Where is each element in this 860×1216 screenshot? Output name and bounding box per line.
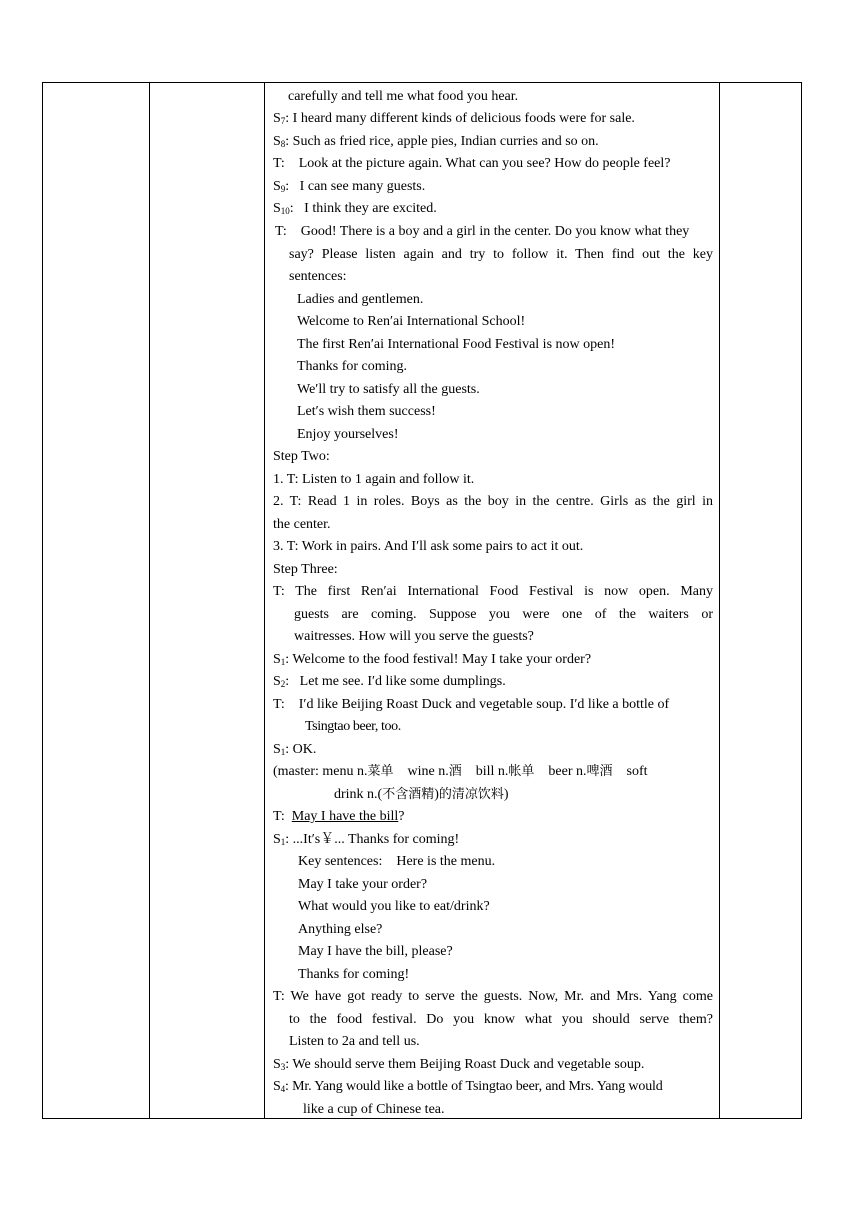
dialogue-line: T: May I have the bill? — [273, 809, 405, 824]
key-sentence: Thanks for coming! — [298, 967, 410, 982]
key-sentence: May I have the bill, please? — [298, 944, 453, 959]
key-sentence: What would you like to eat/drink? — [298, 899, 490, 914]
key-sentence: The first Ren′ai International Food Festival is now open! — [297, 337, 616, 352]
dialogue-line: T: Good! There is a boy and a girl in the center. Do you know what they — [275, 224, 690, 239]
dialogue-line: to the food festival. Do you know what you should serve them? — [289, 1012, 713, 1027]
dialogue-line: $S_9$: I can see many guests. — [273, 179, 426, 194]
dialogue-line: T: The first Ren′ai International Food Festival is now open. Many — [273, 584, 713, 599]
step-heading: Step Two: — [273, 449, 330, 464]
step-heading: Step Three: — [273, 562, 338, 577]
dialogue-line: $S_3$: We should serve them Beijing Roast Duck and vegetable soup. — [273, 1057, 645, 1072]
text-line: carefully and tell me what food you hear. — [288, 89, 519, 104]
column-divider-3 — [719, 83, 720, 1118]
lesson-table — [42, 82, 802, 1119]
dialogue-line: T: Look at the picture again. What can you see? How do people feel? — [273, 156, 671, 171]
dialogue-line: Listen to 2a and tell us. — [289, 1034, 420, 1049]
key-sentence: Welcome to Ren′ai International School! — [297, 314, 526, 329]
dialogue-line: like a cup of Chinese tea. — [303, 1102, 445, 1117]
dialogue-line: $S_1$: ...It′s￥... Thanks for coming! — [273, 832, 460, 847]
dialogue-line: $S_1$: Welcome to the food festival! May I take your order? — [273, 652, 592, 667]
column-divider-2 — [264, 83, 265, 1118]
key-sentence: Ladies and gentlemen. — [297, 292, 424, 307]
key-sentence: Key sentences: Here is the menu. — [298, 854, 496, 869]
dialogue-line: $S_8$: Such as fried rice, apple pies, Indian curries and so on. — [273, 134, 599, 149]
key-sentence: Enjoy yourselves! — [297, 427, 399, 442]
key-sentence: We′ll try to satisfy all the guests. — [297, 382, 480, 397]
dialogue-line: sentences: — [289, 269, 347, 284]
underlined-phrase: May I have the bill — [291, 809, 399, 824]
dialogue-line: waitresses. How will you serve the guests? — [294, 629, 534, 644]
key-sentence: Let′s wish them success! — [297, 404, 436, 419]
vocabulary-line: drink n.(不含酒精)的清凉饮料) — [334, 787, 509, 802]
key-sentence: May I take your order? — [298, 877, 428, 892]
text-line: 2. T: Read 1 in roles. Boys as the boy in the centre. Girls as the girl in — [273, 494, 713, 509]
dialogue-line: $S_1$: OK. — [273, 742, 317, 757]
dialogue-line: $S_2$: Let me see. I′d like some dumplings. — [273, 674, 506, 689]
column-divider-1 — [149, 83, 150, 1118]
key-sentence: Thanks for coming. — [297, 359, 408, 374]
dialogue-line: T: I′d like Beijing Roast Duck and vegetable soup. I′d like a bottle of — [273, 697, 670, 712]
vocabulary-line: (master: menu n.菜单 wine n.酒 bill n.帐单 beer n.啤酒 soft — [273, 764, 648, 779]
text-line: 1. T: Listen to 1 again and follow it. — [273, 472, 475, 487]
dialogue-line: $S_{10}$: I think they are excited. — [273, 201, 437, 216]
dialogue-line: $S_4$: Mr. Yang would like a bottle of Tsingtao beer, and Mrs. Yang would — [273, 1079, 663, 1094]
key-sentence: Anything else? — [298, 922, 383, 937]
dialogue-line: guests are coming. Suppose you were one of the waiters or — [294, 607, 713, 622]
dialogue-line: say? Please listen again and try to follow it. Then find out the key — [289, 247, 713, 262]
dialogue-line: Tsingtao beer, too. — [305, 719, 401, 734]
text-line: 3. T: Work in pairs. And I′ll ask some pairs to act it out. — [273, 539, 584, 554]
text-line: the center. — [273, 517, 331, 532]
dialogue-line: $S_7$: I heard many different kinds of delicious foods were for sale. — [273, 111, 635, 126]
dialogue-line: T: We have got ready to serve the guests. Now, Mr. and Mrs. Yang come — [273, 989, 713, 1004]
